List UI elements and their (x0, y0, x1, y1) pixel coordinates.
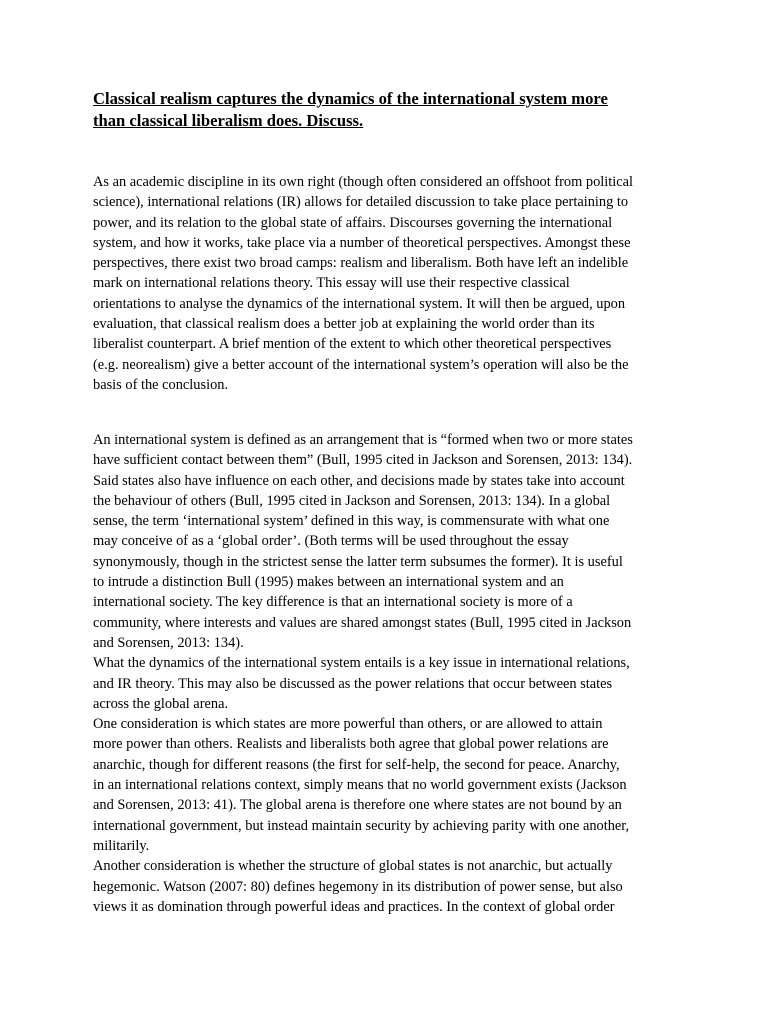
essay-title: Classical realism captures the dynamics of the international system more than classical liberalism does. Discuss. (93, 89, 608, 130)
introduction-paragraph: As an academic discipline in its own right (though often considered an offshoot from political science), international relations (IR) allows for detailed discussion to take place pertaining to power, and its relation to the global state of affairs. Discourses governing the international system, and how it works, take place via a number of theoretical perspectives. Amongst these perspectives, there exist two broad camps: realism and liberalism. Both have left an indelible mark on international relations theory. This essay will use their respective classical orientations to analyse the dynamics of the international system. It will then be argued, upon evaluation, that classical realism does a better job at explaining the world order than its liberalist counterpart. A brief mention of the extent to which other theoretical perspectives (e.g. neorealism) give a better account of the international system’s operation will also be the basis of the conclusion. (93, 174, 634, 393)
body-paragraph: An international system is defined as an arrangement that is “formed when two or more states have sufficient contact between them” (Bull, 1995 cited in Jackson and Sorensen, 2013: 134). Said states also have influence on each other, and decisions made by states take into account the behaviour of others (Bull, 1995 cited in Jackson and Sorensen, 2013: 134). In a global sense, the term ‘international system’ defined in this way, is commensurate with what one may conceive of as a ‘global order’. (Both terms will be used throughout the essay synonymously, though in the strictest sense the latter term subsumes the former). It is useful to intrude a distinction Bull (1995) makes between an international system and an international society. The key difference is that an international society is more of a community, where interests and values are shared amongst states (Bull, 1995 cited in Jackson and Sorensen, 2013: 134). What the dynamics of the international system entails is a key issue in international relations, and IR theory. This may also be discussed as the power relations that occur between states across the global arena. One consideration is which states are more powerful than others, or are allowed to attain more power than others. Realists and liberalists both agree that global power relations are anarchic, though for different reasons (the first for self-help, the second for peace. Anarchy, in an international relations context, simply means that no world government exists (Jackson and Sorensen, 2013: 41). The global arena is therefore one where states are not bound by an international government, but instead maintain security by achieving parity with one another, militarily. Another consideration is whether the structure of global states is not anarchic, but actually hegemonic. Watson (2007: 80) defines hegemony in its distribution of power sense, but also views it as domination through powerful ideas and practices. In the context of global order (93, 432, 633, 915)
